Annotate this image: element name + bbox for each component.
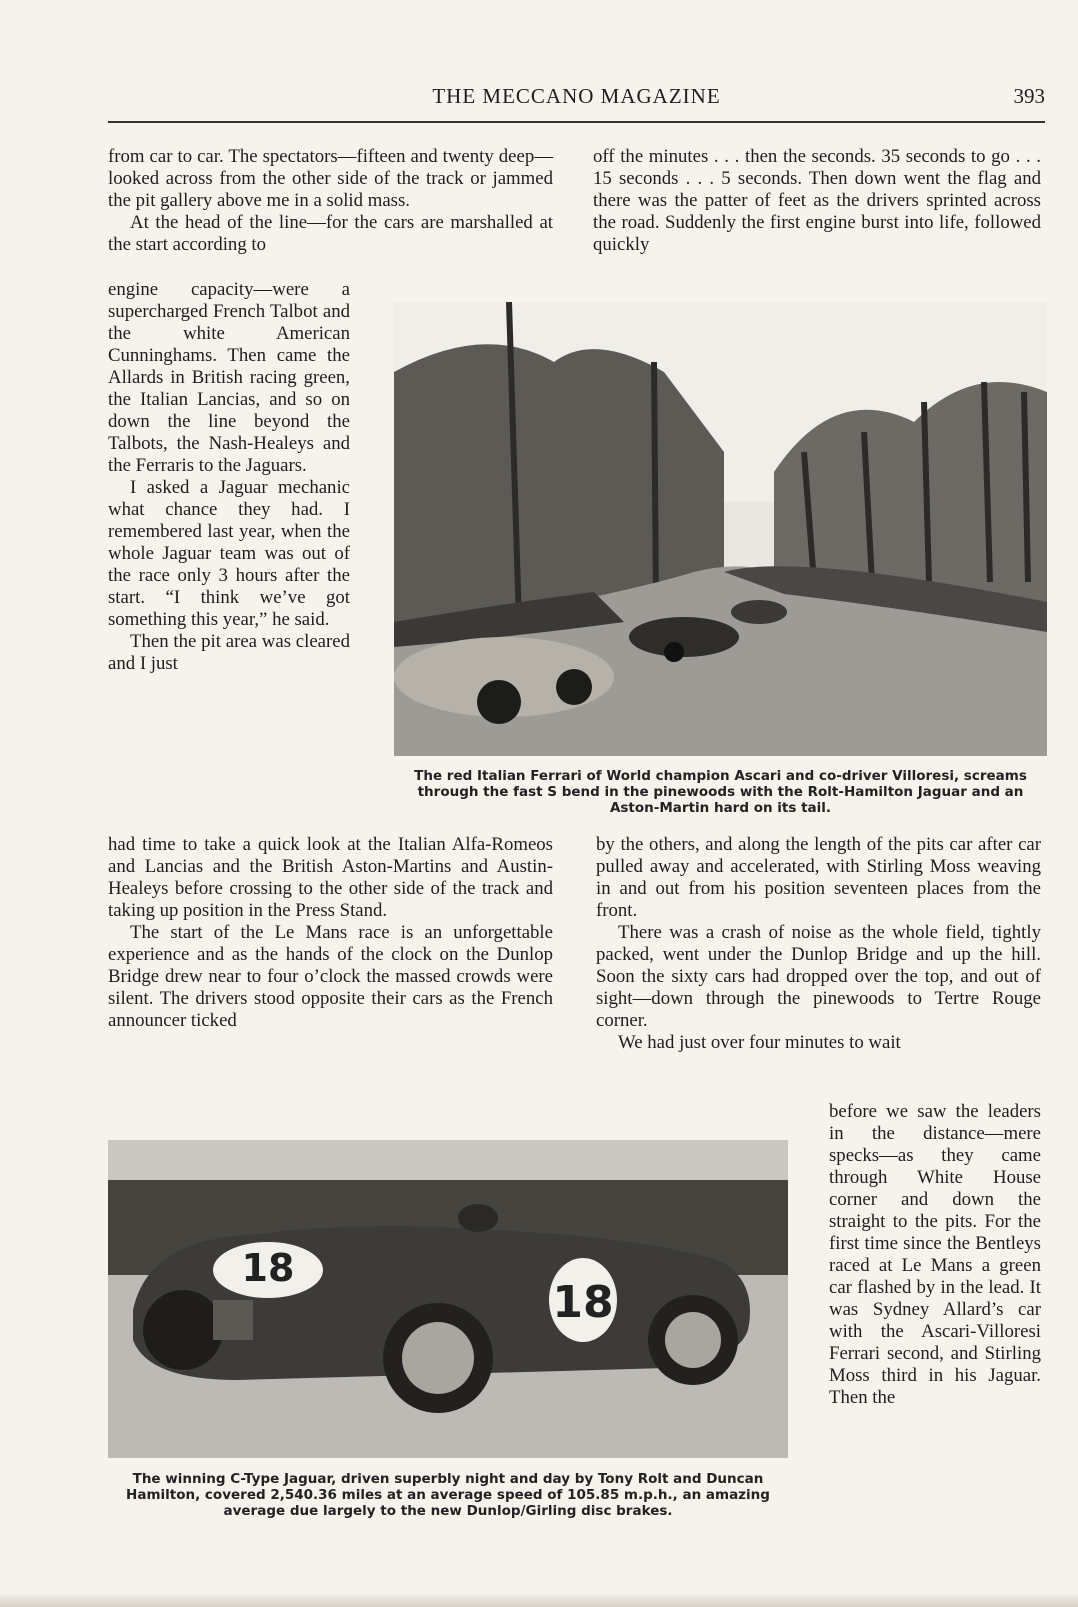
page-number: 393 [1013,84,1045,108]
paragraph: I asked a Jaguar mechanic what chance they had. I remembered last year, when the whole Jaguar team was out of the race only 3 hours after the start. “I think we’ve got something this year,” he said. [108,477,350,630]
column-left-top [108,146,553,256]
column-right-mid [596,834,1041,1054]
photo-caption-top: The red Italian Ferrari of World champion Ascari and co-driver Villoresi, screams through the fast S bend in the pinewoods with the Rolt-Hamilton Jaguar and an Aston-Martin hard on its tail. [414,768,1027,816]
page-edge-shadow [0,1593,1078,1607]
jaguar-photo-illustration [108,1140,788,1458]
car-number-side: 18 [552,1277,614,1328]
paragraph: off the minutes . . . then the seconds. 35 seconds to go . . . 15 seconds . . . 5 seconds. Then down went the flag and there was the patter of feet as the drivers sprinted across the road. Suddenly the first engine burst into life, followed quickly [593,146,1041,255]
paragraph: by the others, and along the length of the pits car after car pulled away and accelerated, with Stirling Moss weaving in and out from his position seventeen places from the front. [596,834,1041,921]
paragraph: from car to car. The spectators—fifteen and twenty deep—looked across from the other side of the track or jammed the pit gallery above me in a solid mass. [108,146,553,211]
paragraph: There was a crash of noise as the whole field, tightly packed, went under the Dunlop Bridge and up the hill. Soon the sixty cars had dropped over the top, and out of sight—down through the pinewoods to Tertre Rouge corner. [596,922,1041,1031]
pinewoods-photo-illustration [394,302,1047,756]
photo-c-type-jaguar [108,1140,788,1458]
column-right-narrow [829,1101,1041,1409]
paragraph: The start of the Le Mans race is an unforgettable experience and as the hands of the clock on the Dunlop Bridge drew near to four o’clock the massed crowds were silent. The drivers stood opposite their cars as the French announcer ticked [108,922,553,1031]
column-left-narrow [108,279,350,675]
car-number-nose: 18 [241,1246,295,1290]
paragraph: had time to take a quick look at the Italian Alfa-Romeos and Lancias and the British Aston-Martins and Austin-Healeys before crossing to the other side of the track and taking up position in the Press Stand. [108,834,553,921]
paragraph: engine capacity—were a supercharged French Talbot and the white American Cunninghams. Then came the Allards in British racing green, the Italian Lancias, and so on down the line beyond the Talbots, the Nash-Healeys and the Ferraris to the Jaguars. [108,279,350,476]
paragraph: We had just over four minutes to wait [618,1032,901,1053]
photo-caption-bottom: The winning C-Type Jaguar, driven superbly night and day by Tony Rolt and Duncan Hamilton, covered 2,540.36 miles at an average speed of 105.85 m.p.h., an amazing average due largely to the new Dunlop/Girling disc brakes. [126,1471,770,1519]
column-right-top [593,146,1041,256]
magazine-title: THE MECCANO MAGAZINE [432,84,721,108]
paragraph: At the head of the line—for the cars are marshalled at the start according to [108,212,553,255]
paragraph: before we saw the leaders in the distance—mere specks—as they came through White House corner and down the straight to the pits. For the first time since the Bentleys raced at Le Mans a green car flashed by in the lead. It was Sydney Allard’s car with the Ascari-Villoresi Ferrari second, and Stirling Moss third in his Jaguar. Then the [829,1101,1041,1408]
column-left-mid [108,834,553,1032]
header-rule [108,121,1045,123]
running-header [108,84,1045,114]
photo-ferrari-pinewoods [394,302,1047,756]
paragraph: Then the pit area was cleared and I just [108,631,350,674]
